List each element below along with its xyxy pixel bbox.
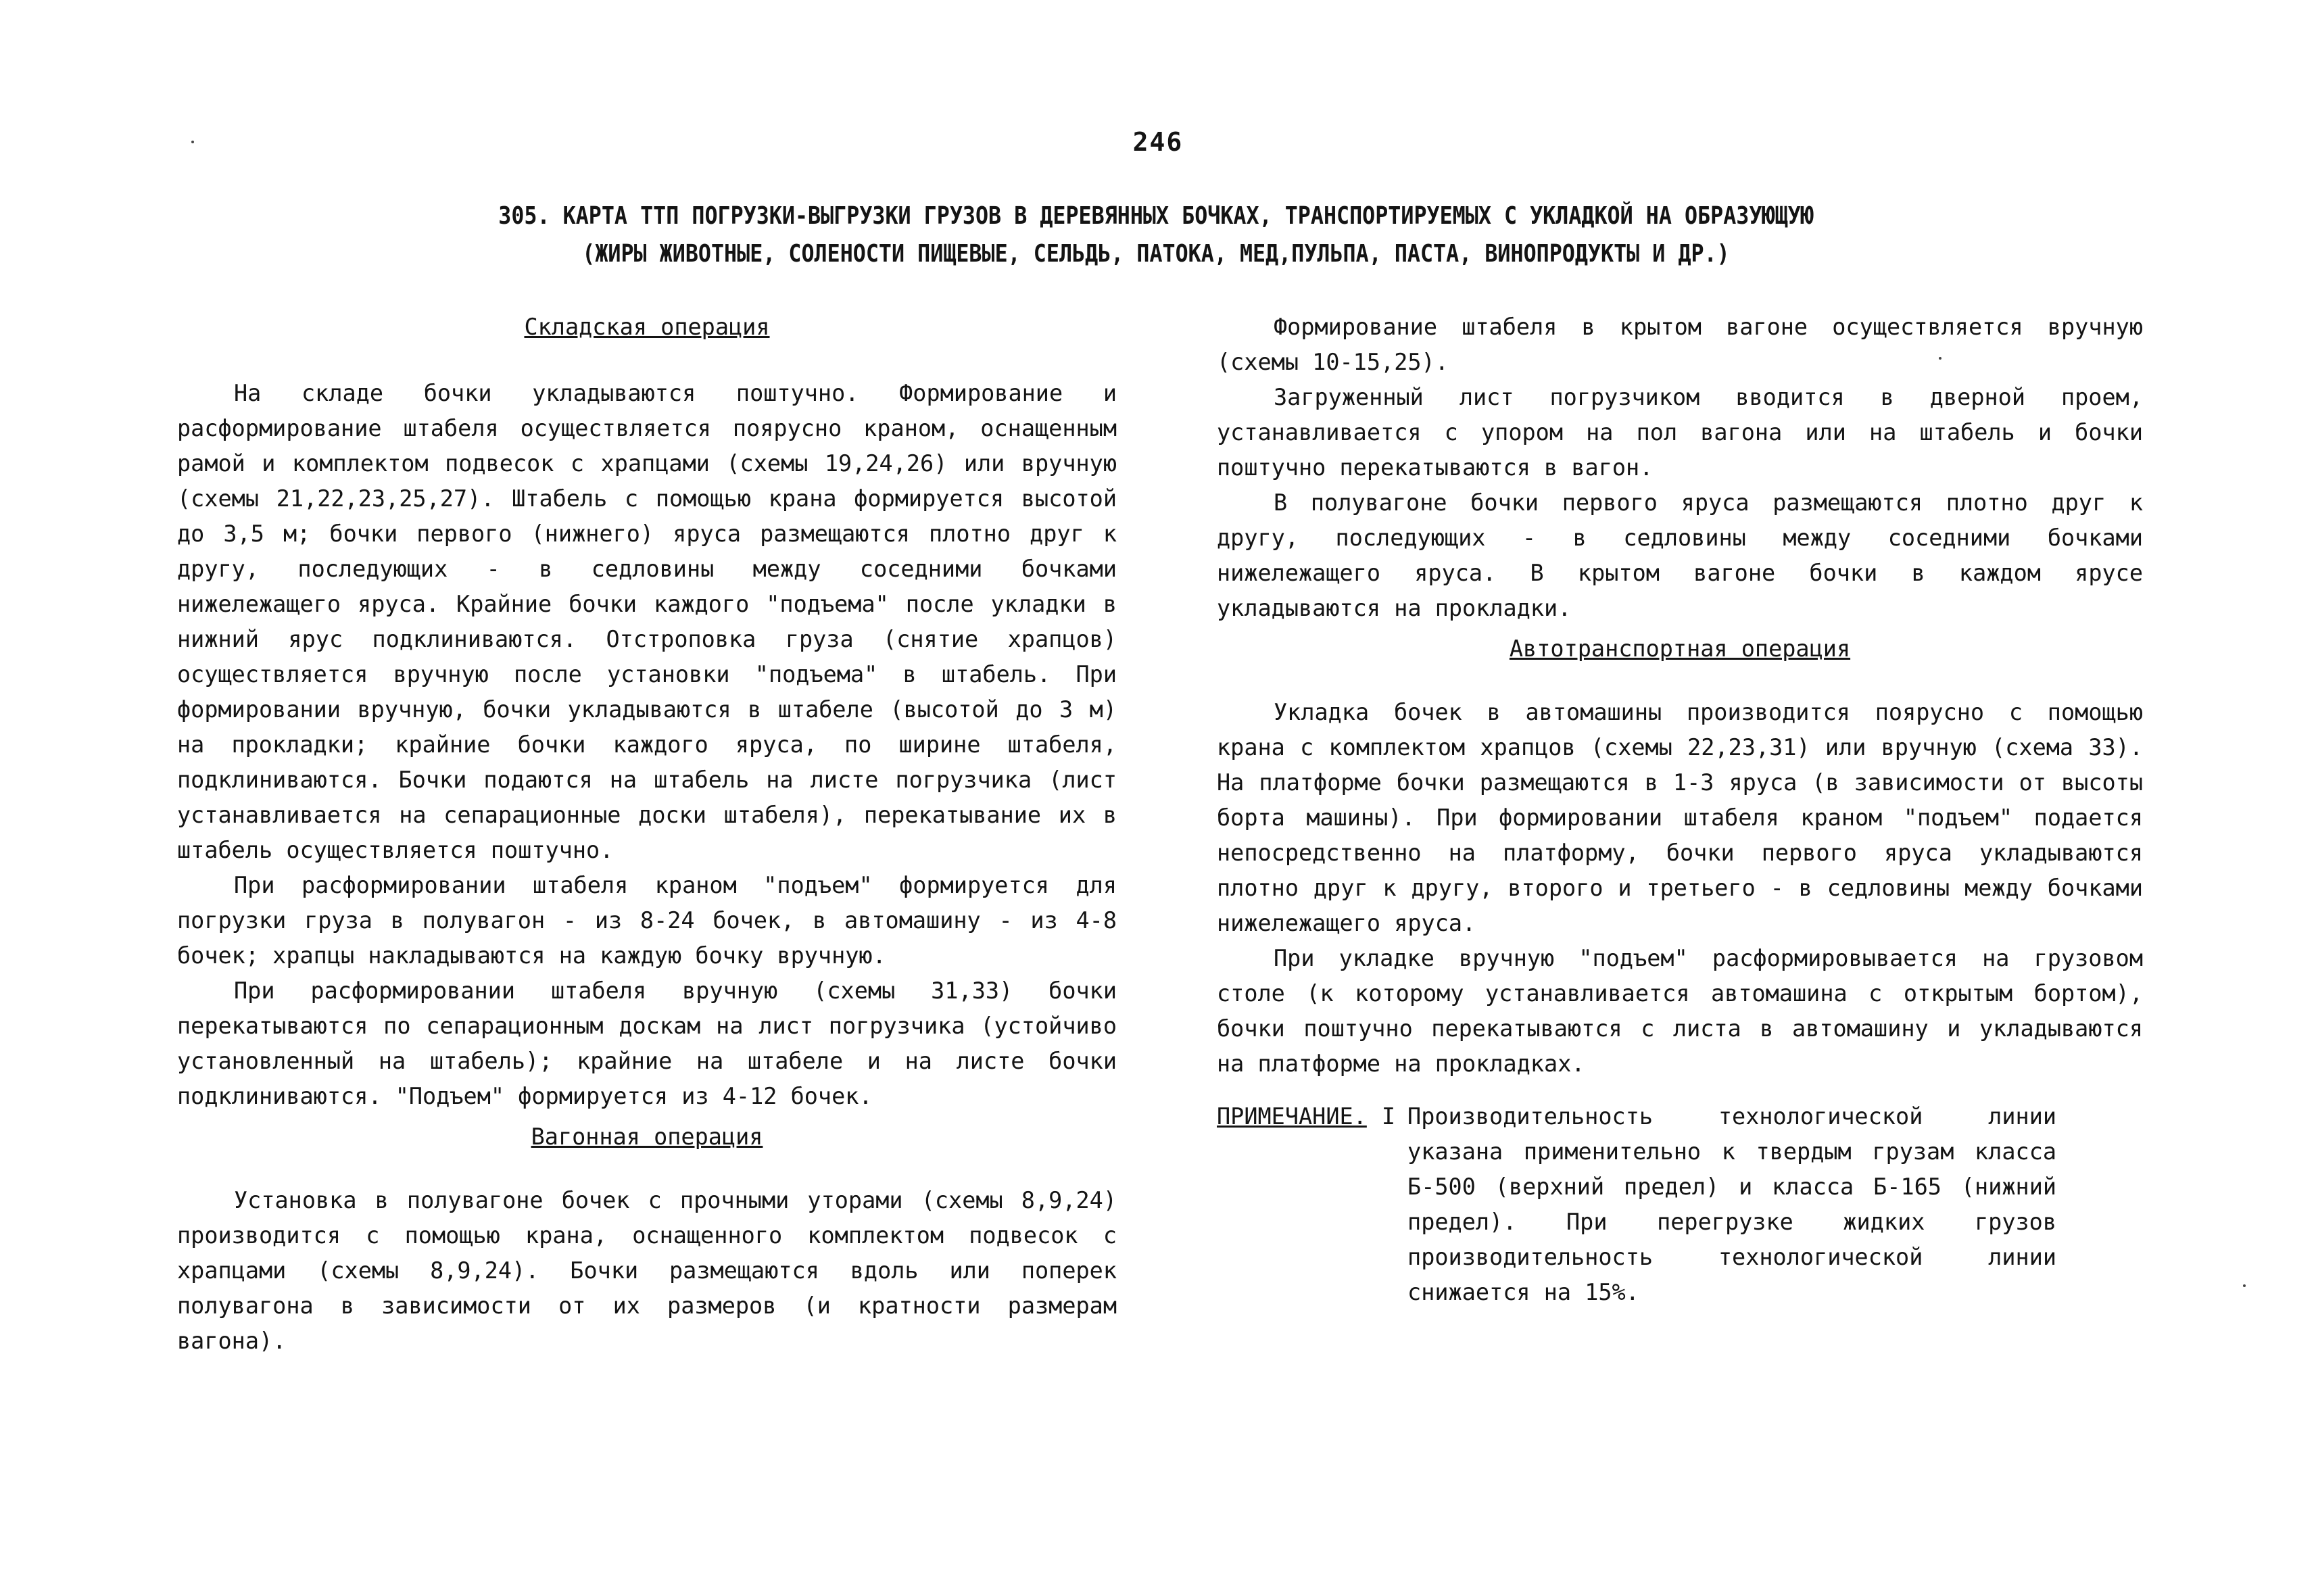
warehouse-paragraph-3: При расформировании штабеля вручную (схемы 31,33) бочки перекатываются по сепарационным доскам на лист погрузчика (устойчиво установленный на штабель); крайние на штабеле и на листе бочки подклиниваются. "Подъем" формируется из 4-12 бочек. [177, 977, 1117, 1109]
auto-operation-heading: Автотранспортная операция [1509, 635, 1851, 662]
note-label: ПРИМЕЧАНИЕ. [1217, 1103, 1367, 1130]
title-line-2: (ЖИРЫ ЖИВОТНЫЕ, СОЛЕНОСТИ ПИЩЕВЫЕ, СЕЛЬДЬ, ПАТОКА, МЕД,ПУЛЬПА, ПАСТА, ВИНОПРОДУКТЫ И ДР.) [582, 240, 1730, 268]
note-block [1217, 1099, 2143, 1310]
wagon-paragraph-3: Загруженный лист погрузчиком вводится в дверной проем, устанавливается с упором на пол вагона или на штабель и бочки поштучно перекатываются в вагон. [1217, 384, 2143, 481]
warehouse-paragraph-1: На складе бочки укладываются поштучно. Формирование и расформирование штабеля осуществляется поярусно краном, оснащенным рамой и комплектом подвесок с храпцами (схемы 19,24,26) или вручную (схемы 21,22,23,25,27). Штабель с помощью крана формируется высотой до 3,5 м; бочки первого (нижнего) яруса размещаются плотно друг к другу, последующих - в седловины между соседними бочками нижележащего яруса. Крайние бочки каждого "подъема" после укладки в нижний ярус подклиниваются. Отстроповка груза (снятие храпцов) осуществляется вручную после установки "подъема" в штабель. При формировании вручную, бочки укладываются в штабеле (высотой до 3 м) на прокладки; крайние бочки каждого яруса, по ширине штабеля, подклиниваются. Бочки подаются на штабель на листе погрузчика (лист устанавливается на сепарационные доски штабеля), перекатывание их в штабель осуществляется поштучно. [177, 380, 1117, 863]
auto-paragraph-2: При укладке вручную "подъем" расформировывается на грузовом столе (к которому устанавливается автомашина с открытым бортом), бочки поштучно перекатываются с листа в автомашину и укладываются на платформе на прокладках. [1217, 945, 2143, 1077]
auto-paragraph-1: Укладка бочек в автомашины производится поярусно с помощью крана с комплектом храпцов (схемы 22,23,31) или вручную (схема 33). На платформе бочки размещаются в 1-3 яруса (в зависимости от высоты борта машины). При формировании штабеля краном "подъем" подается непосредственно на платформу, бочки первого яруса укладываются плотно друг к другу, второго и третьего - в седловины между бочками нижележащего яруса. [1217, 699, 2143, 936]
title-line-1: 305. КАРТА ТТП ПОГРУЗКИ-ВЫГРУЗКИ ГРУЗОВ В ДЕРЕВЯННЫХ БОЧКАХ, ТРАНСПОРТИРУЕМЫХ С УКЛАДКОЙ НА ОБРАЗУЮЩУЮ [498, 202, 1814, 230]
wagon-paragraph-2: Формирование штабеля в крытом вагоне осуществляется вручную (схемы 10-15,25). [1217, 314, 2143, 375]
note-number: I [1381, 1103, 1396, 1130]
scan-speck [2243, 1284, 2246, 1287]
scan-speck [191, 141, 194, 143]
page-number: 246 [1132, 127, 1184, 157]
warehouse-paragraph-2: При расформировании штабеля краном "подъем" формируется для погрузки груза в полувагон - из 8-24 бочек, в автомашину - из 4-8 бочек; храпцы накладываются на каждую бочку вручную. [177, 872, 1117, 969]
note-text: Производительность технологической линии указана применительно к твердым грузам класса Б-500 (верхний предел) и класса Б-165 (нижний предел). При перегрузке жидких грузов производительность технологической линии снижается на 15%. [1407, 1103, 2057, 1305]
wagon-paragraph-4: В полувагоне бочки первого яруса размещаются плотно друг к другу, последующих - в седловины между соседними бочками нижележащего яруса. В крытом вагоне бочки в каждом ярусе укладываются на прокладки. [1217, 489, 2143, 621]
document-title [472, 197, 1840, 273]
wagon-paragraph-1: Установка в полувагоне бочек с прочными уторами (схемы 8,9,24) производится с помощью крана, оснащенного комплектом подвесок с храпцами (схемы 8,9,24). Бочки размещаются вдоль или поперек полувагона в зависимости от их размеров (и кратности размерам вагона). [177, 1187, 1117, 1354]
warehouse-operation-heading: Складская операция [524, 314, 770, 340]
right-column [1217, 310, 2143, 1310]
scan-speck [1939, 357, 1941, 360]
left-column [177, 310, 1117, 1359]
wagon-operation-heading: Вагонная операция [531, 1123, 763, 1150]
